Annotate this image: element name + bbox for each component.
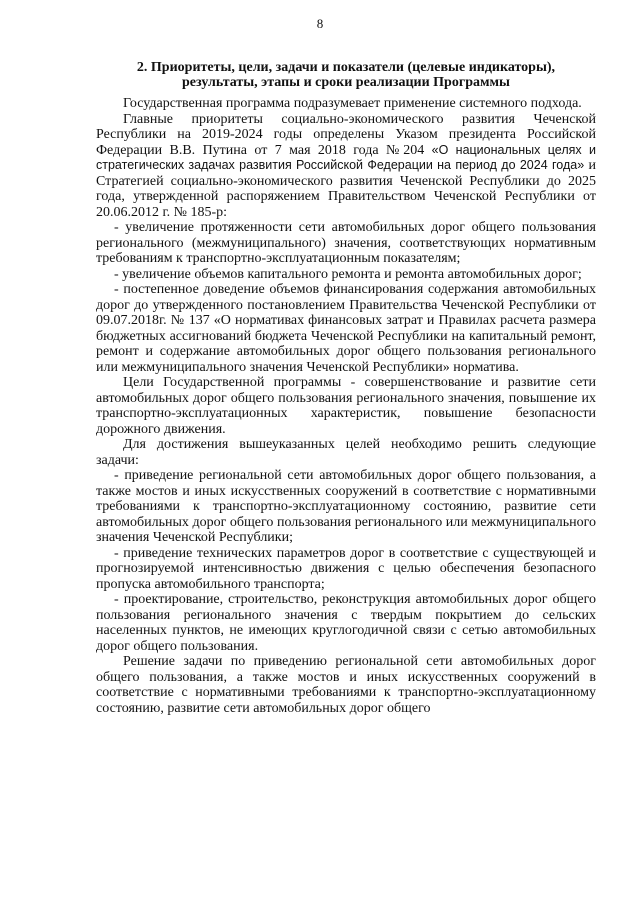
decree-title: «О национальных целях и стратегических задачах развития Российской Федерации на период до 2024 года» <box>96 142 596 172</box>
section-heading <box>96 60 596 90</box>
list-item: - проектирование, строительство, реконструкция автомобильных дорог общего пользования регионального значения с твердым покрытием до сельских населенных пунктов, не имеющих круглогодичной связи с сетью автомобильных дорог общего пользования. <box>96 592 596 654</box>
paragraph: Решение задачи по приведению региональной сети автомобильных дорог общего пользования, а также мостов и иных искусственных сооружений в соответствие с нормативными требованиями к транспортно-эксплуатационному состоянию, развитие сети автомобильных дорог общего <box>96 654 596 716</box>
paragraph: Для достижения вышеуказанных целей необходимо решить следующие задачи: <box>96 437 596 468</box>
list-item: - увеличение протяженности сети автомобильных дорог общего пользования регионального (межмуниципального) значения, соответствующих нормативным требованиям к транспортно-эксплуатационным показателям; <box>96 220 596 266</box>
paragraph-text: и Стратегией социально-экономического развития Чеченской Республики до 2025 года, утвержденной распоряжением Правительством Чеченской Республики от 20.06.2012 г. № 185-р: <box>96 158 597 220</box>
page-number: 8 <box>316 16 324 31</box>
section-heading-line-2: результаты, этапы и сроки реализации Программы <box>181 75 510 90</box>
list-item: - постепенное доведение объемов финансирования содержания автомобильных дорог до утвержденного постановлением Правительства Чеченской Республики от 09.07.2018г. № 137 «О нормативах финансовых затрат и Правилах расчета размера бюджетных ассигнований бюджета Чеченской Республики на капитальный ремонт, ремонт и содержание автомобильных дорог общего пользования регионального или межмуниципального значения Чеченской Республики» норматива. <box>96 282 596 375</box>
list-item: - увеличение объемов капитального ремонта и ремонта автомобильных дорог; <box>114 266 582 282</box>
section-heading-line-1: 2. Приоритеты, цели, задачи и показатели (целевые индикаторы), <box>136 60 556 75</box>
paragraph-text: Главные приоритеты социально-экономического развития Чеченской Республики на 2019-2024 годы определены Указом президента Российской Федерации В.В. Путина от 7 мая 2018 года №204 <box>96 111 596 158</box>
paragraph <box>96 112 596 221</box>
list-item: - приведение региональной сети автомобильных дорог общего пользования, а также мостов и иных искусственных сооружений в соответствие с нормативными требованиями к транспортно-эксплуатационному состоянию, развитие сети автомобильных дорог общего пользования регионального или межмуниципального значения Чеченской Республики; <box>96 468 596 545</box>
list-item: - приведение технических параметров дорог в соответствие с существующей и прогнозируемой интенсивностью движения с целью обеспечения безопасного пропуска автомобильного транспорта; <box>96 545 596 592</box>
paragraph: Цели Государственной программы - совершенствование и развитие сети автомобильных дорог общего пользования регионального значения, повышение их транспортно-эксплуатационных характеристик, повышение безопасности дорожного движения. <box>96 375 596 437</box>
paragraph: Государственная программа подразумевает применение системного подхода. <box>123 96 582 111</box>
document-body <box>96 96 596 716</box>
